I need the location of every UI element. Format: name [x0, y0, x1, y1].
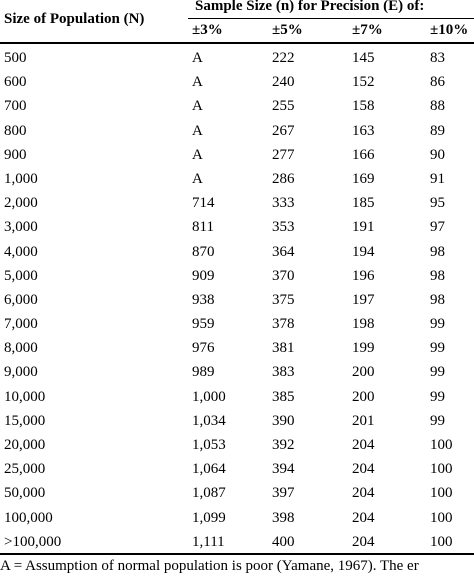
subheader-10pct: ±10% [430, 22, 469, 38]
precision-7pct-cell: 204 [352, 437, 375, 453]
table-row [0, 409, 474, 433]
header-sample-size-precision: Sample Size (n) for Precision (E) of: [195, 0, 425, 14]
precision-5pct-cell: 394 [272, 461, 295, 478]
precision-7pct-cell: 169 [352, 170, 375, 187]
precision-10pct-cell: 98 [430, 291, 445, 308]
precision-3pct-cell: A [192, 170, 203, 187]
precision-10pct-cell: 100 [430, 509, 453, 526]
population-cell: 3,000 [4, 219, 38, 236]
population-cell: 1,000 [4, 170, 38, 187]
precision-5pct-cell: 364 [272, 243, 295, 260]
precision-7pct-cell: 204 [352, 533, 375, 550]
precision-3pct-cell: 1,034 [192, 412, 226, 429]
precision-5pct-cell: 222 [272, 50, 295, 66]
precision-3pct-cell: 870 [192, 243, 215, 260]
population-cell: 5,000 [4, 267, 38, 284]
precision-7pct-cell: 197 [352, 291, 375, 308]
precision-7pct-cell: 158 [352, 98, 375, 115]
precision-5pct-cell: 381 [272, 340, 295, 357]
precision-3pct-cell: 989 [192, 364, 215, 381]
population-cell: 50,000 [4, 485, 46, 502]
population-cell: 2,000 [4, 195, 38, 212]
precision-3pct-cell: 714 [192, 195, 215, 212]
population-cell: 700 [4, 98, 27, 115]
population-cell: 8,000 [4, 340, 38, 357]
table-row [0, 385, 474, 409]
precision-5pct-cell: 333 [272, 195, 295, 212]
precision-10pct-cell: 98 [430, 267, 445, 284]
population-cell: 900 [4, 146, 27, 163]
precision-7pct-cell: 145 [352, 50, 375, 66]
precision-7pct-cell: 204 [352, 485, 375, 502]
table-row [0, 70, 474, 94]
table-row [0, 360, 474, 384]
table-row [0, 240, 474, 264]
precision-10pct-cell: 99 [430, 412, 445, 429]
precision-3pct-cell: 1,064 [192, 461, 226, 478]
precision-5pct-cell: 383 [272, 364, 295, 381]
population-cell: 800 [4, 122, 27, 139]
table-row [0, 530, 474, 554]
population-cell: 9,000 [4, 364, 38, 381]
population-cell: 10,000 [4, 388, 46, 405]
precision-3pct-cell: 811 [192, 219, 214, 236]
precision-3pct-cell: A [192, 98, 203, 115]
precision-5pct-cell: 255 [272, 98, 295, 115]
precision-10pct-cell: 99 [430, 364, 445, 381]
table-row [0, 481, 474, 505]
precision-10pct-cell: 100 [430, 533, 453, 550]
precision-5pct-cell: 277 [272, 146, 295, 163]
precision-10pct-cell: 95 [430, 195, 445, 212]
table-row [0, 433, 474, 457]
precision-7pct-cell: 200 [352, 388, 375, 405]
precision-5pct-cell: 267 [272, 122, 295, 139]
precision-10pct-cell: 99 [430, 316, 445, 333]
precision-7pct-cell: 152 [352, 74, 375, 91]
table-row [0, 506, 474, 530]
precision-10pct-cell: 86 [430, 74, 445, 91]
population-cell: 4,000 [4, 243, 38, 260]
precision-3pct-cell: A [192, 146, 203, 163]
table-row [0, 46, 474, 70]
table-bottom-rule [0, 553, 474, 555]
table-row [0, 288, 474, 312]
precision-10pct-cell: 98 [430, 243, 445, 260]
subheader-5pct: ±5% [272, 22, 303, 38]
table-row [0, 119, 474, 143]
precision-7pct-cell: 199 [352, 340, 375, 357]
population-cell: 600 [4, 74, 27, 91]
header-population-size: Size of Population (N) [4, 11, 145, 27]
subheader-3pct: ±3% [192, 22, 223, 38]
precision-7pct-cell: 163 [352, 122, 375, 139]
table-row [0, 143, 474, 167]
precision-5pct-cell: 400 [272, 533, 295, 550]
precision-5pct-cell: 392 [272, 437, 295, 453]
precision-7pct-cell: 198 [352, 316, 375, 333]
precision-10pct-cell: 91 [430, 170, 445, 187]
table-row [0, 215, 474, 239]
population-cell: 25,000 [4, 461, 46, 478]
population-cell: 100,000 [4, 509, 53, 526]
precision-3pct-cell: 976 [192, 340, 215, 357]
footnote: A = Assumption of normal population is poor (Yamane, 1967). The er [0, 558, 419, 574]
precision-10pct-cell: 99 [430, 388, 445, 405]
precision-10pct-cell: 97 [430, 219, 445, 236]
precision-10pct-cell: 100 [430, 485, 453, 502]
table-row [0, 167, 474, 191]
precision-7pct-cell: 196 [352, 267, 375, 284]
precision-10pct-cell: 100 [430, 461, 453, 478]
subheader-7pct: ±7% [352, 22, 383, 38]
precision-10pct-cell: 83 [430, 50, 445, 66]
population-cell: 20,000 [4, 437, 46, 453]
precision-10pct-cell: 90 [430, 146, 445, 163]
precision-7pct-cell: 204 [352, 509, 375, 526]
precision-5pct-cell: 397 [272, 485, 295, 502]
header-bottom-rule [0, 42, 474, 44]
precision-7pct-cell: 166 [352, 146, 375, 163]
precision-3pct-cell: 1,111 [192, 533, 225, 550]
precision-7pct-cell: 204 [352, 461, 375, 478]
precision-3pct-cell: A [192, 122, 203, 139]
precision-5pct-cell: 286 [272, 170, 295, 187]
precision-5pct-cell: 390 [272, 412, 295, 429]
population-cell: 500 [4, 50, 27, 66]
precision-10pct-cell: 88 [430, 98, 445, 115]
precision-3pct-cell: 959 [192, 316, 215, 333]
precision-7pct-cell: 191 [352, 219, 375, 236]
table-row [0, 191, 474, 215]
precision-10pct-cell: 100 [430, 437, 453, 453]
precision-3pct-cell: 1,087 [192, 485, 226, 502]
table-row [0, 94, 474, 118]
precision-3pct-cell: 1,000 [192, 388, 226, 405]
precision-10pct-cell: 89 [430, 122, 445, 139]
precision-3pct-cell: A [192, 50, 203, 66]
precision-7pct-cell: 201 [352, 412, 375, 429]
precision-3pct-cell: 1,099 [192, 509, 226, 526]
population-cell: >100,000 [4, 533, 62, 550]
precision-3pct-cell: 1,053 [192, 437, 226, 453]
table-row [0, 336, 474, 360]
precision-7pct-cell: 200 [352, 364, 375, 381]
header-span-rule [188, 18, 474, 19]
precision-7pct-cell: 194 [352, 243, 375, 260]
population-cell: 15,000 [4, 412, 46, 429]
precision-5pct-cell: 370 [272, 267, 295, 284]
precision-5pct-cell: 240 [272, 74, 295, 91]
precision-3pct-cell: 909 [192, 267, 215, 284]
table-body [0, 46, 474, 554]
precision-5pct-cell: 353 [272, 219, 295, 236]
precision-10pct-cell: 99 [430, 340, 445, 357]
precision-7pct-cell: 185 [352, 195, 375, 212]
precision-5pct-cell: 378 [272, 316, 295, 333]
table-row [0, 457, 474, 481]
population-cell: 7,000 [4, 316, 38, 333]
table-row [0, 312, 474, 336]
precision-5pct-cell: 398 [272, 509, 295, 526]
precision-5pct-cell: 385 [272, 388, 295, 405]
table-row [0, 264, 474, 288]
precision-3pct-cell: 938 [192, 291, 215, 308]
population-cell: 6,000 [4, 291, 38, 308]
precision-5pct-cell: 375 [272, 291, 295, 308]
precision-3pct-cell: A [192, 74, 203, 91]
